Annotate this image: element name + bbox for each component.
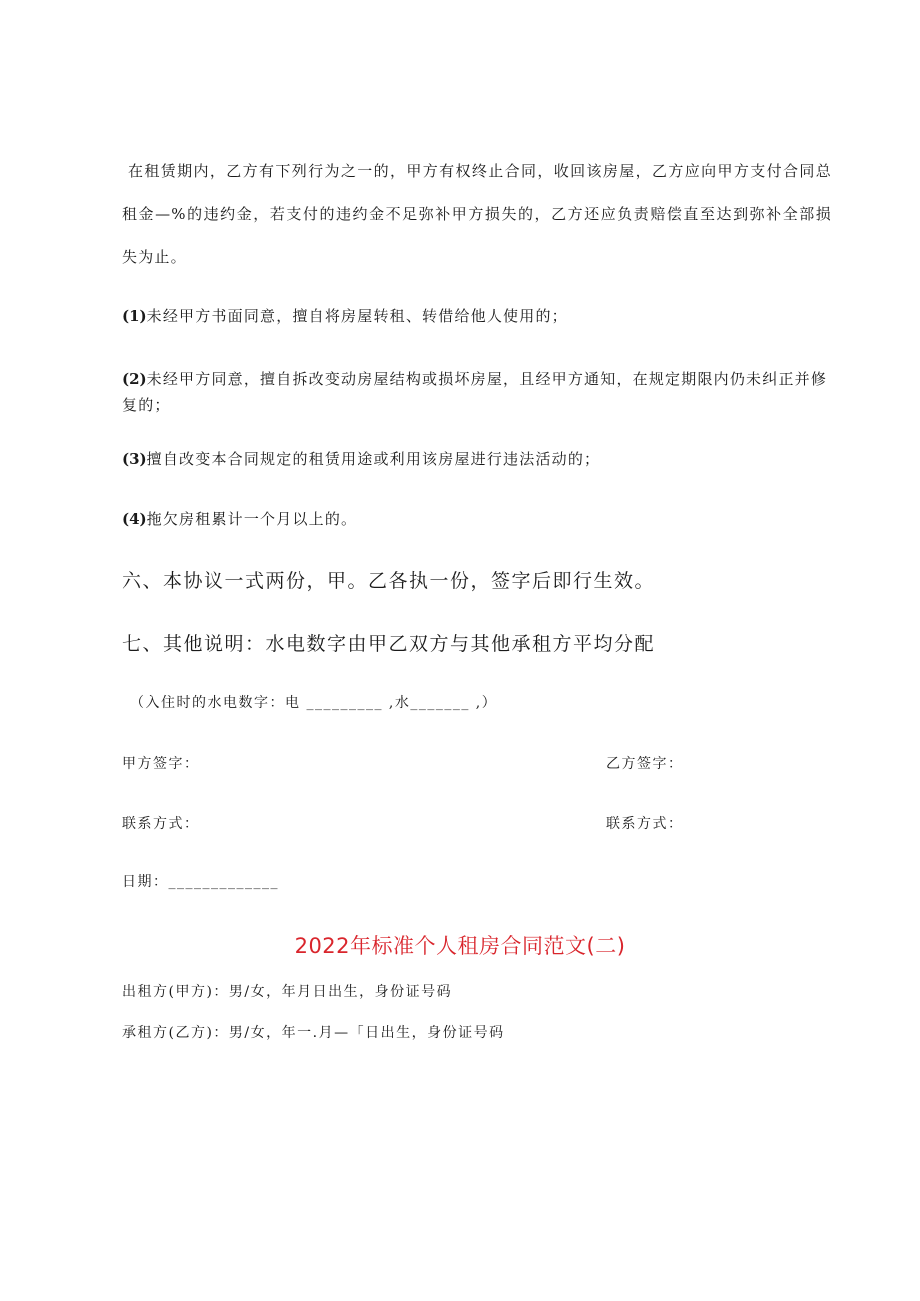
intro-paragraph: 在租赁期内，乙方有下列行为之一的，甲方有权终止合同，收回该房屋，乙方应向甲方支付合同总租金—%的违约金，若支付的违约金不足弥补甲方损失的，乙方还应负责赔偿直至达到弥补全部损失为止。 xyxy=(122,162,832,266)
list-item xyxy=(122,303,832,329)
lessee-line: 承租方(乙方)：男/女，年一.月—「日出生，身份证号码 xyxy=(122,1025,505,1041)
list-item xyxy=(122,506,832,532)
item-number: (4) xyxy=(122,510,147,528)
list-item xyxy=(122,366,832,418)
item-text: 拖欠房租累计一个月以上的。 xyxy=(146,510,358,528)
item-number: (1) xyxy=(122,307,147,325)
party-a-contact-label: 联系方式： xyxy=(122,816,200,832)
lessor-line: 出租方(甲方)：男/女，年月日出生，身份证号码 xyxy=(122,984,453,1000)
item-text: 未经甲方同意，擅自拆改变动房屋结构或损坏房屋，且经甲方通知，在规定期限内仍未纠正并修复的； xyxy=(122,370,828,414)
meter-note: （入住时的水电数字：电 _________ ,水_______ ,） xyxy=(130,695,498,711)
item-number: (2) xyxy=(122,370,147,388)
item-text: 未经甲方书面同意，擅自将房屋转租、转借给他人使用的； xyxy=(146,307,568,325)
list-item xyxy=(122,446,832,472)
item-text: 擅自改变本合同规定的租赁用途或利用该房屋进行违法活动的； xyxy=(146,450,601,468)
party-b-signature-label: 乙方签字： xyxy=(606,756,684,772)
party-b-contact-label: 联系方式： xyxy=(606,816,684,832)
item-number: (3) xyxy=(122,450,147,468)
clause-six: 六、本协议一式两份，甲。乙各执一份，签字后即行生效。 xyxy=(122,570,656,592)
party-a-signature-label: 甲方签字： xyxy=(122,756,200,772)
clause-seven: 七、其他说明：水电数字由甲乙双方与其他承租方平均分配 xyxy=(122,633,656,655)
date-label: 日期：_____________ xyxy=(122,874,279,890)
second-contract-title: 2022年标准个人租房合同范文(二) xyxy=(294,934,626,958)
